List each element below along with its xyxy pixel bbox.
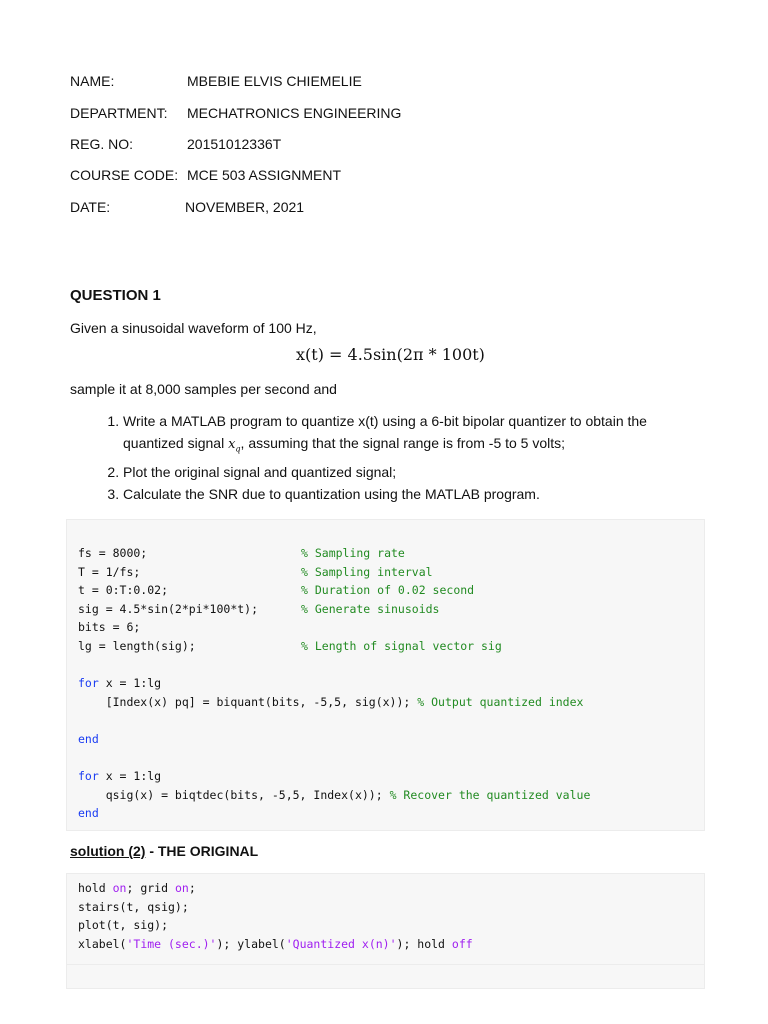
name-value: MBEBIE ELVIS CHIEMELIE xyxy=(187,73,362,89)
c2-off: off xyxy=(451,936,473,951)
end-keyword-1: end xyxy=(78,731,99,746)
c2-hold-2: ); hold xyxy=(396,936,452,951)
c2-grid: ; grid xyxy=(126,881,175,895)
code-block-1 xyxy=(66,519,705,831)
loop2-head: x = 1:lg xyxy=(98,769,162,784)
c2-on-1: on xyxy=(112,881,127,895)
step-1 xyxy=(123,410,723,461)
question-after-formula: sample it at 8,000 samples per second and xyxy=(70,381,337,397)
question-intro: Given a sinusoidal waveform of 100 Hz, xyxy=(70,320,317,336)
department-label: DEPARTMENT: xyxy=(70,105,168,121)
regno-value: 20151012336T xyxy=(187,136,282,152)
loop2-comment: % Recover the quantized value xyxy=(389,787,591,802)
course-label: COURSE CODE: xyxy=(70,167,179,183)
comment-4: % Generate sinusoids xyxy=(301,601,440,616)
regno-label: REG. NO: xyxy=(70,136,134,152)
step-2: 2. Plot the original signal and quantized signal; xyxy=(123,461,723,483)
code1-line5: bits = 6; xyxy=(78,620,141,635)
loop1-head: x = 1:lg xyxy=(98,676,162,691)
date-label: DATE: xyxy=(70,199,111,215)
department-value: MECHATRONICS ENGINEERING xyxy=(187,105,402,121)
c2-semi: ; xyxy=(188,881,196,895)
solution-heading xyxy=(70,843,258,859)
code1-line6: lg = length(sig); xyxy=(78,638,196,653)
step-3: 3. Calculate the SNR due to quantization using the MATLAB program. xyxy=(123,483,723,505)
step-1-line1: Write a MATLAB program to quantize x(t) using a 6-bit bipolar quantizer to obtain the xyxy=(123,413,647,429)
solution-label: solution (2) xyxy=(70,843,146,859)
steps-list xyxy=(70,410,723,505)
question-title: QUESTION 1 xyxy=(70,287,161,304)
comment-2: % Sampling interval xyxy=(301,564,433,579)
code-block-2 xyxy=(66,873,705,989)
solution-rest: - THE ORIGINAL xyxy=(145,843,259,859)
loop2-body: qsig(x) = biqtdec(bits, -5,5, Index(x)); xyxy=(78,787,383,802)
step-1-line2b: , assuming that the signal range is from -5 to 5 volts; xyxy=(240,435,566,451)
comment-3: % Duration of 0.02 second xyxy=(301,583,475,598)
code2-divider xyxy=(67,964,704,965)
xq-symbol: $x_q$ xyxy=(228,437,241,454)
course-value: MCE 503 ASSIGNMENT xyxy=(187,167,342,183)
for-keyword-1: for xyxy=(78,676,99,691)
code1-comments xyxy=(301,544,502,656)
date-value: NOVEMBER, 2021 xyxy=(185,199,305,215)
comment-1: % Sampling rate xyxy=(301,546,405,560)
loop1-body: [Index(x) pq] = biquant(bits, -5,5, sig(x)); xyxy=(78,694,411,709)
for-keyword-2: for xyxy=(78,769,99,784)
c2-ylabel-str: 'Quantized x(n)' xyxy=(285,936,397,951)
c2-ylabel: ); ylabel( xyxy=(216,936,286,951)
c2-on-2: on xyxy=(174,881,189,895)
step-1-line2a: quantized signal xyxy=(123,435,225,451)
code1-line2: T = 1/fs; xyxy=(78,564,141,579)
formula: x(t) = 4.5sin(2π * 100t) xyxy=(296,345,485,364)
c2-xlabel-str: 'Time (sec.)' xyxy=(126,936,217,951)
name-label: NAME: xyxy=(70,73,115,89)
code1-line1: fs = 8000; xyxy=(78,546,148,560)
c2-stairs: stairs(t, qsig); xyxy=(78,899,189,914)
comment-6: % Length of signal vector sig xyxy=(301,638,502,653)
c2-plot: plot(t, sig); xyxy=(78,918,169,933)
end-keyword-2: end xyxy=(78,806,99,821)
code2-lines xyxy=(78,879,473,953)
loop1-comment: % Output quantized index xyxy=(417,694,584,709)
c2-hold: hold xyxy=(78,881,113,895)
code1-line3: t = 0:T:0.02; xyxy=(78,583,169,598)
c2-xlabel: xlabel( xyxy=(78,936,127,951)
code1-line4: sig = 4.5*sin(2*pi*100*t); xyxy=(78,601,259,616)
